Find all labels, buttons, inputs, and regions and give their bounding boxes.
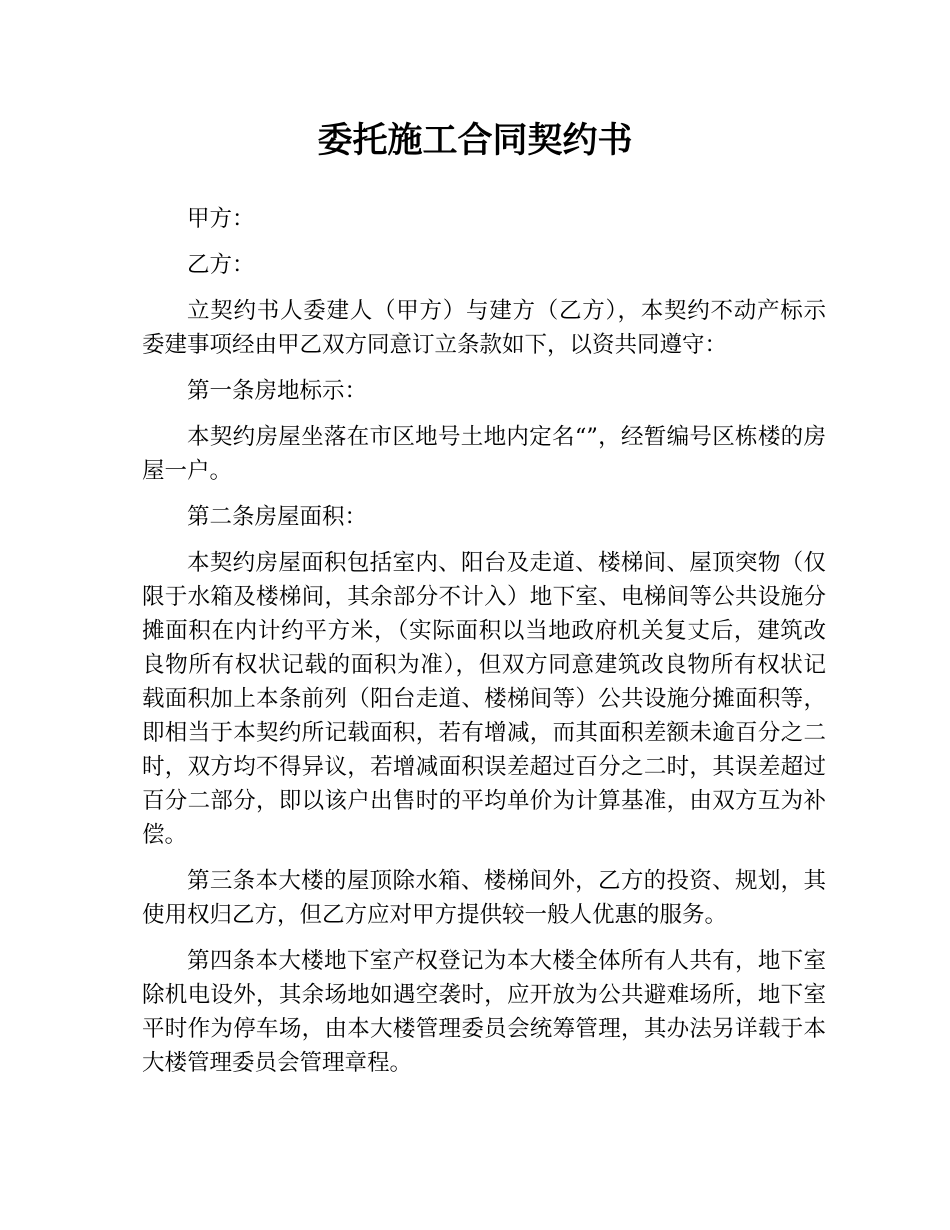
article-4-paragraph: 第四条本大楼地下室产权登记为本大楼全体所有人共有，地下室除机电设外，其余场地如遇空袭时，应开放为公共避难场所，地下室平时作为停车场，由本大楼管理委员会统筹管理，其办法另详载于本大楼管理委员会管理章程。 [142,948,826,1076]
party-b-line: 乙方： [187,252,255,278]
article-3-paragraph: 第三条本大楼的屋顶除水箱、楼梯间外，乙方的投资、规划，其使用权归乙方，但乙方应对甲方提供较一般人优惠的服务。 [142,868,826,928]
party-a-line: 甲方： [187,206,255,232]
article-1-heading: 第一条房地标示： [187,378,368,404]
preamble-paragraph: 立契约书人委建人（甲方）与建方（乙方），本契约不动产标示委建事项经由甲乙双方同意订立条款如下，以资共同遵守： [142,298,826,358]
document-title: 委托施工合同契约书 [317,121,633,161]
document-body [142,202,826,1092]
article-2-heading: 第二条房屋面积： [187,504,368,530]
article-2-paragraph: 本契约房屋面积包括室内、阳台及走道、楼梯间、屋顶突物（仅限于水箱及楼梯间，其余部分不计入）地下室、电梯间等公共设施分摊面积在内计约平方米，（实际面积以当地政府机关复丈后，建筑改良物所有权状记载的面积为准），但双方同意建筑改良物所有权状记载面积加上本条前列（阳台走道、楼梯间等）公共设施分摊面积等，即相当于本契约所记载面积，若有增减，而其面积差额未逾百分之二时，双方均不得异议，若增减面积误差超过百分之二时，其误差超过百分二部分，即以该户出售时的平均单价为计算基准，由双方互为补偿。 [142,550,826,848]
article-1-paragraph: 本契约房屋坐落在市区地号土地内定名“”，经暂编号区栋楼的房屋一户。 [142,424,826,484]
